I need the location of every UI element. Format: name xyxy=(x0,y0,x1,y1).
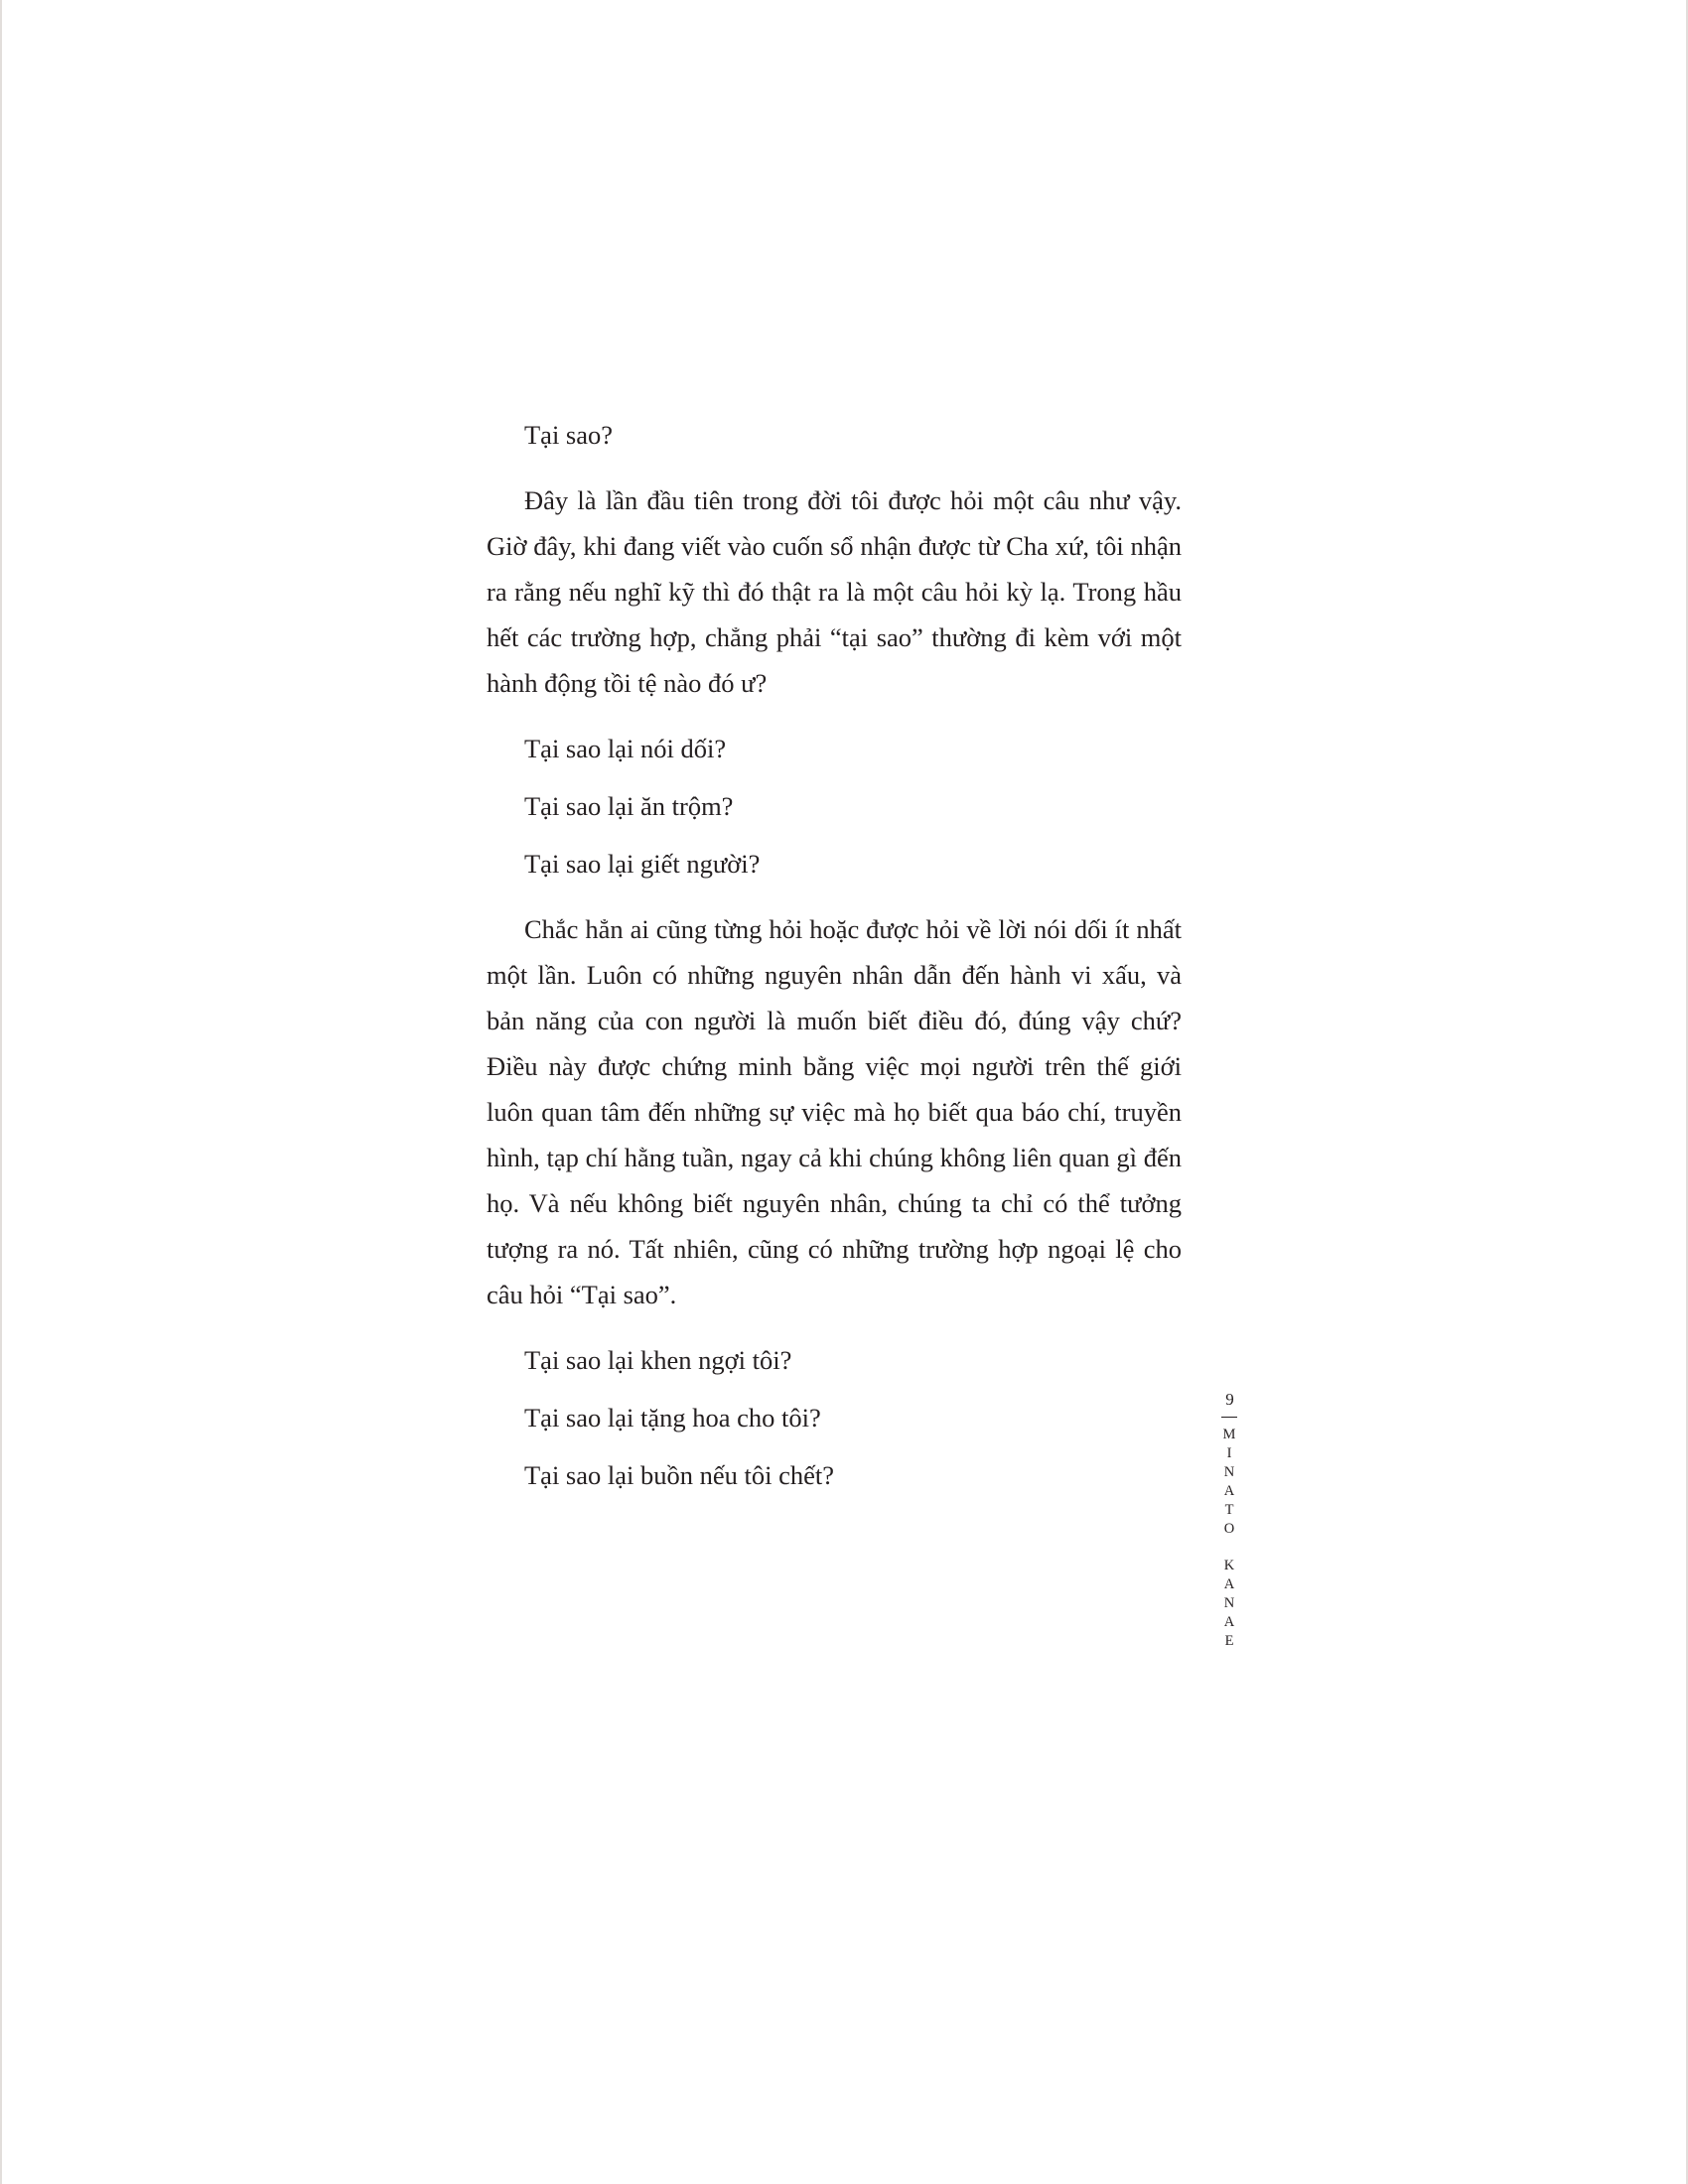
paragraph: Tại sao lại giết người? xyxy=(524,849,761,879)
paragraph: Tại sao? xyxy=(524,420,614,450)
paragraph: Tại sao lại buồn nếu tôi chết? xyxy=(524,1460,835,1490)
paragraph: Đây là lần đầu tiên trong đời tôi được hỏi một câu như vậy. Giờ đây, khi đang viết vào cuốn sổ nhận được từ Cha xứ, tôi nhận ra rằng nếu nghĩ kỹ thì đó thật ra là một câu hỏi kỳ lạ. Trong hầu hết các trường hợp, chẳng phải “tại sao” thường đi kèm với một hành động tồi tệ nào đó ư? xyxy=(487,485,1182,698)
author-name-line-2: KANAE xyxy=(1221,1558,1237,1652)
running-foot xyxy=(1209,1390,1249,1652)
paragraph: Tại sao lại khen ngợi tôi? xyxy=(524,1345,792,1375)
paragraph: Tại sao lại tặng hoa cho tôi? xyxy=(524,1403,821,1433)
paragraph: Tại sao lại ăn trộm? xyxy=(524,791,734,821)
paragraph: Chắc hẳn ai cũng từng hỏi hoặc được hỏi về lời nói dối ít nhất một lần. Luôn có những nguyên nhân dẫn đến hành vi xấu, và bản năng của con người là muốn biết điều đó, đúng vậy chứ? Điều này được chứng minh bằng việc mọi người trên thế giới luôn quan tâm đến những sự việc mà họ biết qua báo chí, truyền hình, tạp chí hằng tuần, ngay cả khi chúng không liên quan gì đến họ. Và nếu không biết nguyên nhân, chúng ta chỉ có thể tưởng tượng ra nó. Tất nhiên, cũng có những trường hợp ngoại lệ cho câu hỏi “Tại sao”. xyxy=(487,914,1182,1309)
author-name-line-1: MINATO xyxy=(1221,1427,1237,1540)
paragraph: Tại sao lại nói dối? xyxy=(524,734,727,763)
running-foot-divider xyxy=(1221,1417,1237,1418)
page-edge-rule-left xyxy=(0,0,2,2184)
body-text-column xyxy=(487,412,1182,1498)
page-number: 9 xyxy=(1220,1390,1239,1410)
